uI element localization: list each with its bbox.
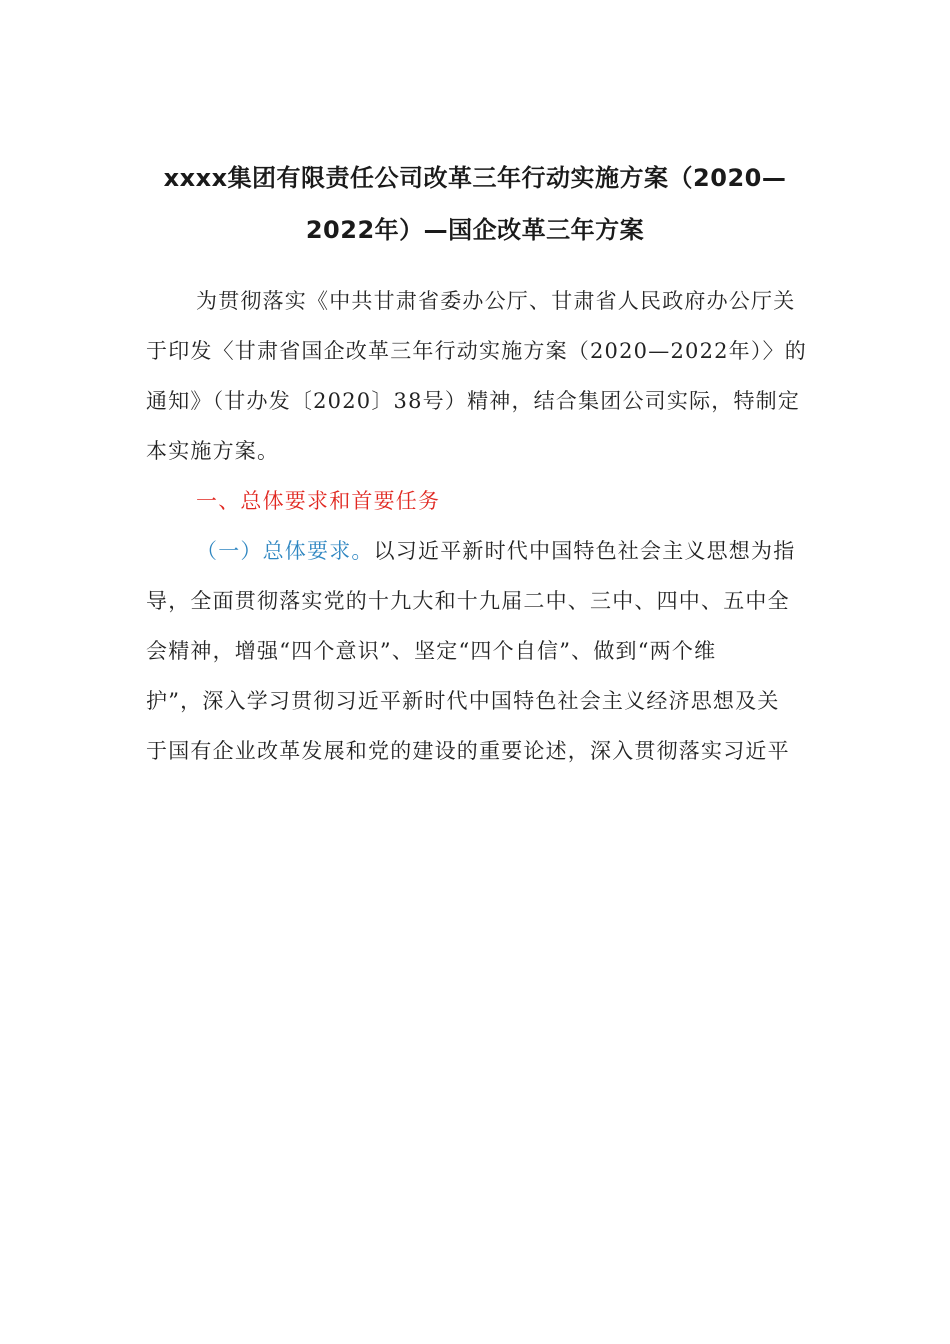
intro-line-4: 本实施方案。 bbox=[146, 439, 280, 463]
intro-line-2: 于印发〈甘肃省国企改革三年行动实施方案（2020—2022年）〉的 bbox=[146, 339, 807, 363]
intro-line-1: 为贯彻落实《中共甘肃省委办公厅、甘肃省人民政府办公厅关 bbox=[196, 289, 796, 313]
subsection-line-4: 护”，深入学习贯彻习近平新时代中国特色社会主义经济思想及关 bbox=[146, 689, 780, 713]
intro-line-3: 通知》（甘办发〔2020〕38号）精神，结合集团公司实际，特制定 bbox=[146, 389, 801, 413]
subsection-line-1: 以习近平新时代中国特色社会主义思想为指 bbox=[373, 539, 796, 563]
title-line-1: xxxx集团有限责任公司改革三年行动实施方案（2020— bbox=[163, 164, 787, 192]
title-line-2: 2022年）—国企改革三年方案 bbox=[305, 216, 645, 244]
subsection-line-3: 会精神，增强“四个意识”、坚定“四个自信”、做到“两个维 bbox=[146, 639, 717, 663]
subsection-first-line bbox=[196, 536, 806, 566]
subsection-line-5: 于国有企业改革发展和党的建设的重要论述，深入贯彻落实习近平 bbox=[146, 739, 790, 763]
subsection-heading: （一）总体要求。 bbox=[196, 539, 374, 563]
subsection-line-2: 导，全面贯彻落实党的十九大和十九届二中、三中、四中、五中全 bbox=[146, 589, 790, 613]
section-heading: 一、总体要求和首要任务 bbox=[196, 489, 441, 513]
document-title bbox=[140, 152, 810, 256]
